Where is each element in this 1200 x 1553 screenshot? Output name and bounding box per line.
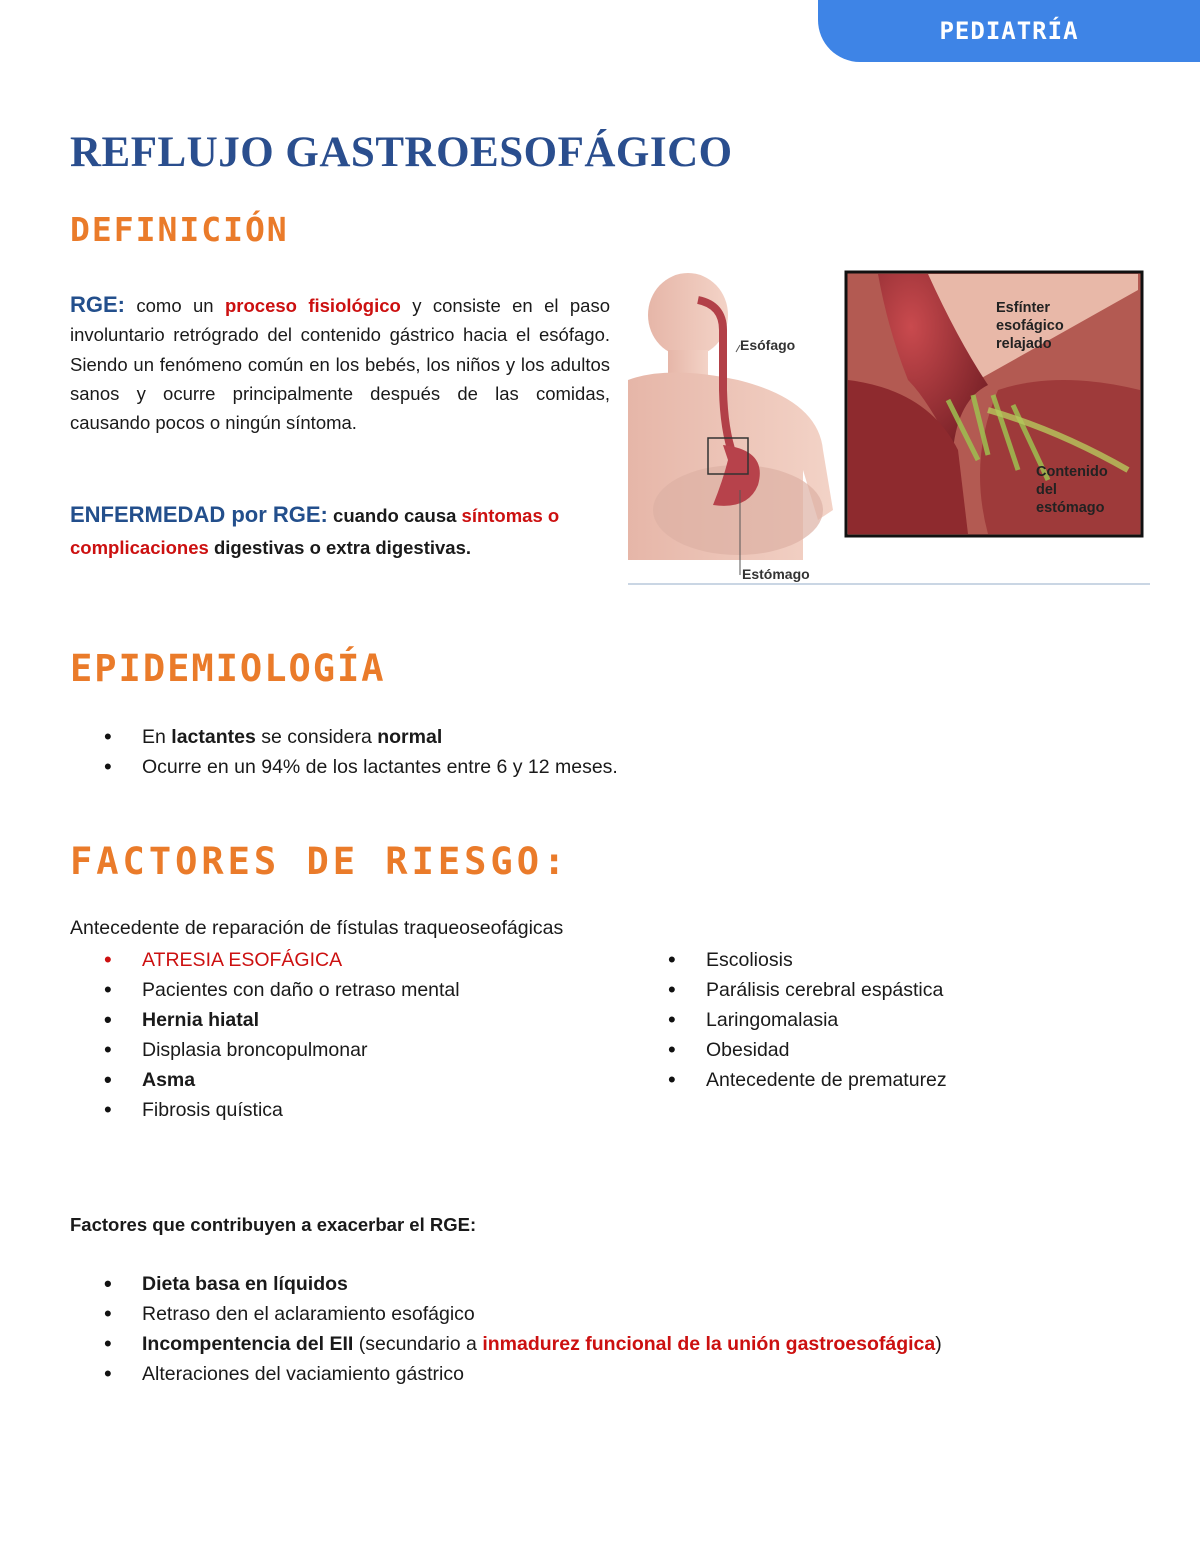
child-figure <box>628 273 833 575</box>
enfermedad-text-pre: cuando causa <box>327 505 462 526</box>
enfermedad-text-post: digestivas o extra digestivas. <box>208 537 472 558</box>
list-item: • Obesidad <box>634 1035 1154 1065</box>
list-item: • Antecedente de prematurez <box>634 1065 1154 1095</box>
label-esfinter-2: esofágico <box>996 318 1064 334</box>
rge-text-post: y consiste en el paso involuntario retrógrado del contenido gástrico hacia el esófago. Siendo un fenómeno común en los bebés, los niños y los adultos sanos y ocurre principalmente después de las comidas, causando pocos o ningún síntoma. <box>70 295 610 434</box>
label-contenido-2: del <box>1036 482 1057 498</box>
exacerbar-list <box>70 1269 1150 1389</box>
list-item: • Alteraciones del vaciamiento gástrico <box>70 1359 1150 1389</box>
zoom-inset <box>846 272 1142 536</box>
list-item: • Ocurre en un 94% de los lactantes entre 6 y 12 meses. <box>70 752 770 782</box>
section-heading-factores: FACTORES DE RIESGO: <box>70 840 570 883</box>
rge-text-pre: como un <box>125 295 225 316</box>
label-esfinter-3: relajado <box>996 336 1052 352</box>
label-estomago: Estómago <box>742 566 810 582</box>
section-heading-epidemiologia: EPIDEMIOLOGÍA <box>70 647 386 690</box>
exacerbar-heading: Factores que contribuyen a exacerbar el RGE: <box>70 1214 477 1235</box>
factores-list-right <box>634 945 1154 1095</box>
section-heading-definicion: DEFINICIÓN <box>70 210 289 249</box>
section-tag: PEDIATRÍA <box>818 0 1200 62</box>
list-item: • Hernia hiatal <box>70 1005 630 1035</box>
label-esfinter-1: Esfínter <box>996 300 1050 316</box>
list-item: • Laringomalasia <box>634 1005 1154 1035</box>
enfermedad-definition <box>70 499 610 564</box>
label-contenido-1: Contenido <box>1036 464 1108 480</box>
reflux-anatomy-image <box>628 270 1150 586</box>
rge-highlight: proceso fisiológico <box>224 295 401 316</box>
label-contenido-3: estómago <box>1036 500 1105 516</box>
list-item: • ATRESIA ESOFÁGICA <box>70 945 630 975</box>
rge-label: RGE: <box>70 292 125 317</box>
list-item: • Fibrosis quística <box>70 1095 630 1125</box>
list-item: • Retraso den el aclaramiento esofágico <box>70 1299 1150 1329</box>
enfermedad-highlight: síntomas o complicaciones <box>70 505 560 558</box>
reflux-illustration <box>628 270 1150 586</box>
list-item: • Escoliosis <box>634 945 1154 975</box>
page-title: REFLUJO GASTROESOFÁGICO <box>70 129 733 176</box>
list-item: • Dieta basa en líquidos <box>70 1269 1150 1299</box>
factores-list-left <box>70 945 630 1125</box>
list-item: • Pacientes con daño o retraso mental <box>70 975 630 1005</box>
enfermedad-label: ENFERMEDAD por RGE: <box>70 502 328 527</box>
list-item: • Incompentencia del EII (secundario a inmadurez funcional de la unión gastroesofágica) <box>70 1329 1150 1359</box>
list-item: • Parálisis cerebral espástica <box>634 975 1154 1005</box>
label-esofago: Esófago <box>740 337 796 353</box>
rge-definition <box>70 290 610 437</box>
epidemiologia-list <box>70 722 770 782</box>
factores-intro: Antecedente de reparación de fístulas traqueoseofágicas <box>70 917 564 939</box>
list-item: • En lactantes se considera normal <box>70 722 770 752</box>
list-item: • Asma <box>70 1065 630 1095</box>
list-item: • Displasia broncopulmonar <box>70 1035 630 1065</box>
